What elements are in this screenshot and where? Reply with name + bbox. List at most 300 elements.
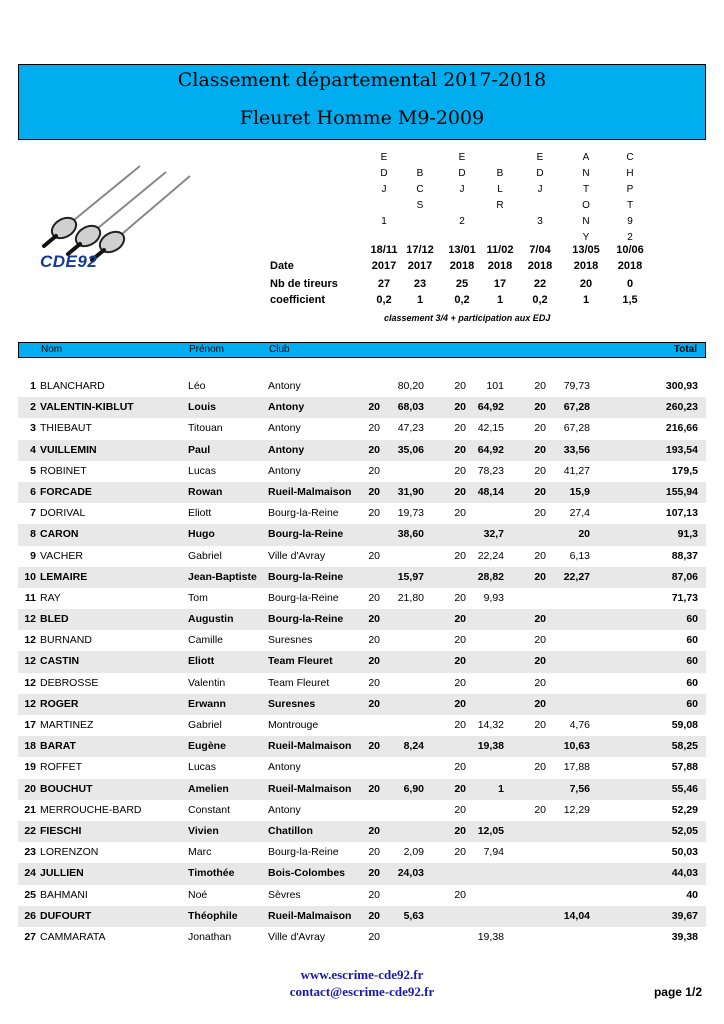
rank-cell: 7 xyxy=(30,507,36,520)
event-date xyxy=(520,242,560,274)
score-cell: 68,03 xyxy=(397,401,424,414)
event-date-day: 13/01 xyxy=(448,244,476,256)
score-cell: 20 xyxy=(454,613,466,626)
table-row xyxy=(18,800,706,821)
score-cell: 20 xyxy=(368,422,380,435)
score-cell: 20 xyxy=(368,740,380,753)
total-cell: 44,03 xyxy=(671,867,698,880)
name-cell: LEMAIRE xyxy=(40,570,88,583)
table-row xyxy=(18,885,706,906)
name-cell: LORENZON xyxy=(40,846,99,859)
total-cell: 60 xyxy=(686,697,698,710)
name-cell: DORIVAL xyxy=(40,507,86,520)
score-cell: 20 xyxy=(534,634,546,647)
logo-text: CDE92 xyxy=(40,252,98,271)
event-coefficient: 0,2 xyxy=(376,294,392,306)
score-cell: 20 xyxy=(454,549,466,562)
total-cell: 60 xyxy=(686,634,698,647)
score-cell: 31,90 xyxy=(397,485,424,498)
score-cell: 20 xyxy=(534,697,546,710)
score-cell: 10,63 xyxy=(563,740,590,753)
event-date-day: 18/11 xyxy=(370,244,398,256)
score-cell: 101 xyxy=(486,380,504,392)
score-cell: 67,28 xyxy=(563,422,590,435)
name-cell: DUFOURT xyxy=(40,909,92,922)
table-row xyxy=(18,588,706,609)
club-cell: Bourg-la-Reine xyxy=(268,507,339,520)
name-cell: BAHMANI xyxy=(40,888,88,901)
firstname-cell: Lucas xyxy=(188,761,217,774)
score-cell: 20 xyxy=(578,528,590,541)
rank-cell: 10 xyxy=(24,570,36,583)
rank-cell: 6 xyxy=(30,485,36,498)
website-link[interactable]: www.escrime-cde92.fr xyxy=(300,967,424,982)
score-cell: 20 xyxy=(454,422,466,435)
rank-cell: 19 xyxy=(24,761,36,774)
score-cell: 20 xyxy=(454,401,466,414)
score-cell: 20 xyxy=(368,549,380,562)
score-cell: 2,09 xyxy=(403,846,424,859)
email-link[interactable]: contact@escrime-cde92.fr xyxy=(289,984,435,999)
score-cell: 20 xyxy=(368,485,380,498)
score-cell: 20 xyxy=(534,761,546,774)
total-cell: 193,54 xyxy=(665,443,698,456)
rank-cell: 12 xyxy=(24,613,36,626)
table-row xyxy=(18,482,706,503)
event-date-year: 2018 xyxy=(617,260,643,272)
event-date xyxy=(442,242,482,274)
firstname-cell: Jonathan xyxy=(188,930,232,943)
score-cell: 20 xyxy=(368,697,380,710)
event-date xyxy=(610,242,650,274)
total-cell: 260,23 xyxy=(665,401,698,414)
firstname-cell: Paul xyxy=(188,443,211,456)
rank-cell: 20 xyxy=(24,782,36,795)
event-code: E D J 1 xyxy=(380,152,388,227)
col-nom: Nom xyxy=(41,344,63,355)
score-cell: 22,24 xyxy=(477,549,504,562)
score-cell: 15,97 xyxy=(397,570,424,583)
firstname-cell: Valentin xyxy=(188,676,226,689)
score-cell: 41,27 xyxy=(563,464,590,477)
event-date xyxy=(400,242,440,274)
table-row xyxy=(18,376,706,397)
score-cell: 9,93 xyxy=(483,591,504,604)
score-cell: 20 xyxy=(454,464,466,477)
firstname-cell: Titouan xyxy=(188,422,223,435)
name-cell: MARTINEZ xyxy=(40,719,94,731)
total-cell: 52,29 xyxy=(671,803,698,816)
score-cell: 20 xyxy=(534,380,546,392)
event-coefficient: 1 xyxy=(416,294,424,306)
event-date-year: 2018 xyxy=(487,260,513,272)
club-cell: Bourg-la-Reine xyxy=(268,846,339,859)
date-label: Date xyxy=(270,260,294,272)
score-cell: 20 xyxy=(454,824,466,837)
score-cell: 20 xyxy=(368,613,380,626)
rank-cell: 22 xyxy=(24,824,36,837)
page-title: Classement départemental 2017-2018 xyxy=(177,69,547,91)
col-club: Club xyxy=(269,344,290,355)
total-cell: 71,73 xyxy=(671,591,698,604)
club-cell: Antony xyxy=(268,422,301,435)
name-cell: ROFFET xyxy=(40,761,82,774)
event-date xyxy=(480,242,520,274)
name-cell: RAY xyxy=(40,591,61,604)
table-row xyxy=(18,397,706,418)
total-cell: 60 xyxy=(686,676,698,689)
table-row xyxy=(18,440,706,461)
event-date-year: 2018 xyxy=(449,260,475,272)
event-coefficient: 0,2 xyxy=(532,294,548,306)
score-cell: 20 xyxy=(454,676,466,689)
club-cell: Bourg-la-Reine xyxy=(268,613,344,626)
score-cell: 79,73 xyxy=(563,380,590,392)
firstname-cell: Jean-Baptiste xyxy=(188,570,257,583)
rank-cell: 5 xyxy=(30,464,36,477)
club-cell: Antony xyxy=(268,464,301,477)
score-cell: 7,56 xyxy=(569,782,590,795)
name-cell: JULLIEN xyxy=(40,867,84,880)
score-cell: 24,03 xyxy=(397,867,424,880)
firstname-cell: Rowan xyxy=(188,485,223,498)
score-cell: 35,06 xyxy=(397,443,424,456)
event-code: E D J 3 xyxy=(536,152,544,227)
rank-cell: 17 xyxy=(24,719,36,731)
score-cell: 20 xyxy=(368,507,380,520)
score-cell: 12,05 xyxy=(477,824,504,837)
table-row xyxy=(18,461,706,482)
firstname-cell: Gabriel xyxy=(188,719,222,731)
score-cell: 20 xyxy=(454,782,466,795)
rank-cell: 2 xyxy=(30,401,36,414)
event-date-year: 2017 xyxy=(407,260,433,272)
total-cell: 60 xyxy=(686,655,698,668)
score-cell: 20 xyxy=(454,380,466,392)
name-cell: THIEBAUT xyxy=(40,422,92,435)
rank-cell: 12 xyxy=(24,634,36,647)
score-cell: 20 xyxy=(368,655,380,668)
club-cell: Sèvres xyxy=(268,888,301,901)
ranking-table xyxy=(18,376,706,948)
club-cell: Antony xyxy=(268,803,301,816)
score-cell: 20 xyxy=(454,591,466,604)
table-row xyxy=(18,630,706,651)
event-date-day: 11/02 xyxy=(486,244,514,256)
event-coefficient: 1,5 xyxy=(622,294,638,306)
score-cell: 20 xyxy=(534,570,546,583)
club-cell: Rueil-Malmaison xyxy=(268,740,352,753)
firstname-cell: Lucas xyxy=(188,464,217,477)
event-date-day: 10/06 xyxy=(616,244,644,256)
event-nb-tireurs: 17 xyxy=(493,278,507,290)
name-cell: DEBROSSE xyxy=(40,676,99,689)
score-cell: 80,20 xyxy=(397,380,424,392)
event-date-day: 13/05 xyxy=(572,244,600,256)
score-cell: 20 xyxy=(368,888,380,901)
score-cell: 20 xyxy=(368,443,380,456)
rank-cell: 25 xyxy=(24,888,36,901)
name-cell: VUILLEMIN xyxy=(40,443,97,456)
firstname-cell: Gabriel xyxy=(188,549,222,562)
table-row xyxy=(18,546,706,567)
score-cell: 20 xyxy=(368,591,380,604)
event-date-year: 2017 xyxy=(371,260,397,272)
table-row xyxy=(18,694,706,715)
score-cell: 78,23 xyxy=(477,464,504,477)
firstname-cell: Timothée xyxy=(188,867,235,880)
club-cell: Suresnes xyxy=(268,697,316,710)
rank-cell: 23 xyxy=(24,846,36,859)
total-cell: 60 xyxy=(686,613,698,626)
firstname-cell: Augustin xyxy=(188,613,234,626)
score-cell: 20 xyxy=(534,719,546,731)
score-cell: 20 xyxy=(534,464,546,477)
score-cell: 33,56 xyxy=(563,443,590,456)
firstname-cell: Camille xyxy=(188,634,224,647)
score-cell: 21,80 xyxy=(397,591,424,604)
score-cell: 47,23 xyxy=(397,422,424,435)
rank-cell: 11 xyxy=(24,591,36,604)
score-cell: 6,13 xyxy=(569,549,590,562)
score-cell: 67,28 xyxy=(563,401,590,414)
club-cell: Antony xyxy=(268,401,305,414)
footer-links xyxy=(0,966,724,1000)
score-cell: 20 xyxy=(454,888,466,901)
rank-cell: 27 xyxy=(24,930,36,943)
score-cell: 20 xyxy=(534,401,546,414)
club-cell: Rueil-Malmaison xyxy=(268,782,352,795)
table-row xyxy=(18,524,706,545)
club-cell: Rueil-Malmaison xyxy=(268,485,352,498)
coefficient-label: coefficient xyxy=(270,294,326,306)
club-cell: Montrouge xyxy=(268,719,319,731)
total-cell: 107,13 xyxy=(665,507,698,520)
score-cell: 20 xyxy=(368,634,380,647)
rank-cell: 1 xyxy=(30,380,36,392)
score-cell: 64,92 xyxy=(477,443,504,456)
score-cell: 20 xyxy=(368,676,380,689)
score-cell: 28,82 xyxy=(477,570,504,583)
event-code: B C S xyxy=(416,168,424,211)
col-total: Total xyxy=(673,344,697,355)
event-coefficient: 1 xyxy=(496,294,504,306)
total-cell: 57,88 xyxy=(671,761,698,774)
club-cell: Chatillon xyxy=(268,824,313,837)
club-cell: Antony xyxy=(268,380,301,392)
total-cell: 87,06 xyxy=(671,570,698,583)
firstname-cell: Théophile xyxy=(188,909,238,922)
score-cell: 20 xyxy=(454,507,466,520)
event-coefficient: 0,2 xyxy=(454,294,470,306)
score-cell: 20 xyxy=(368,846,380,859)
event-nb-tireurs: 23 xyxy=(413,278,427,290)
total-cell: 91,3 xyxy=(677,528,698,541)
name-cell: FIESCHI xyxy=(40,824,82,837)
score-cell: 20 xyxy=(368,782,380,795)
score-cell: 20 xyxy=(454,803,466,816)
table-row xyxy=(18,609,706,630)
score-cell: 20 xyxy=(454,697,466,710)
event-nb-tireurs: 27 xyxy=(377,278,391,290)
event-nb-tireurs: 25 xyxy=(455,278,469,290)
name-cell: VACHER xyxy=(40,549,83,562)
club-cell: Bourg-la-Reine xyxy=(268,570,344,583)
club-cell: Suresnes xyxy=(268,634,313,647)
club-cell: Team Fleuret xyxy=(268,655,333,668)
club-cell: Antony xyxy=(268,443,305,456)
score-cell: 20 xyxy=(368,867,380,880)
table-row xyxy=(18,736,706,757)
event-code: B L R xyxy=(496,168,504,211)
name-cell: BLED xyxy=(40,613,69,626)
event-code: C H P T 9 2 xyxy=(626,152,634,243)
club-cell: Ville d'Avray xyxy=(268,549,326,562)
col-prenom: Prénom xyxy=(189,344,225,355)
ranking-note: classement 3/4 + participation aux EDJ xyxy=(384,313,551,323)
event-coefficient: 1 xyxy=(582,294,590,306)
score-cell: 12,29 xyxy=(563,803,590,816)
score-cell: 20 xyxy=(454,846,466,859)
event-nb-tireurs: 22 xyxy=(533,278,547,290)
score-cell: 4,76 xyxy=(569,719,590,731)
score-cell: 20 xyxy=(368,464,380,477)
firstname-cell: Tom xyxy=(188,591,208,604)
score-cell: 42,15 xyxy=(477,422,504,435)
club-cell: Team Fleuret xyxy=(268,676,330,689)
rank-cell: 12 xyxy=(24,655,36,668)
score-cell: 19,38 xyxy=(477,930,504,943)
firstname-cell: Eliott xyxy=(188,655,215,668)
firstname-cell: Noé xyxy=(188,888,208,901)
total-cell: 179,5 xyxy=(671,464,698,477)
table-row xyxy=(18,863,706,884)
firstname-cell: Marc xyxy=(188,846,212,859)
score-cell: 20 xyxy=(454,634,466,647)
total-cell: 59,08 xyxy=(671,719,698,731)
club-cell: Rueil-Malmaison xyxy=(268,909,352,922)
score-cell: 20 xyxy=(454,761,466,774)
name-cell: FORCADE xyxy=(40,485,92,498)
name-cell: MERROUCHE-BARD xyxy=(40,803,142,816)
score-cell: 20 xyxy=(534,803,546,816)
event-nb-tireurs: 20 xyxy=(579,278,593,290)
firstname-cell: Eliott xyxy=(188,507,212,520)
firstname-cell: Hugo xyxy=(188,528,215,541)
total-cell: 40 xyxy=(686,888,698,901)
rank-cell: 21 xyxy=(24,803,36,816)
score-cell: 6,90 xyxy=(403,782,424,795)
firstname-cell: Constant xyxy=(188,803,231,816)
total-cell: 50,03 xyxy=(671,846,698,859)
firstname-cell: Léo xyxy=(188,380,206,392)
score-cell: 20 xyxy=(534,422,546,435)
event-date-year: 2018 xyxy=(527,260,553,272)
club-cell: Antony xyxy=(268,761,301,774)
total-cell: 58,25 xyxy=(671,740,698,753)
score-cell: 8,24 xyxy=(403,740,424,753)
score-cell: 1 xyxy=(498,782,504,795)
rank-cell: 8 xyxy=(30,528,36,541)
nb-tireurs-label: Nb de tireurs xyxy=(270,278,338,290)
rank-cell: 18 xyxy=(24,740,36,753)
score-cell: 64,92 xyxy=(477,401,504,414)
table-row xyxy=(18,673,706,694)
event-date-day: 17/12 xyxy=(406,244,434,256)
score-cell: 27,4 xyxy=(569,507,590,520)
total-cell: 216,66 xyxy=(665,422,698,435)
table-row xyxy=(18,842,706,863)
name-cell: BOUCHUT xyxy=(40,782,93,795)
score-cell: 14,32 xyxy=(477,719,504,731)
firstname-cell: Amelien xyxy=(188,782,229,795)
club-cell: Ville d'Avray xyxy=(268,930,326,943)
name-cell: VALENTIN-KIBLUT xyxy=(40,401,134,414)
rank-cell: 4 xyxy=(30,443,36,456)
name-cell: ROBINET xyxy=(40,464,87,477)
rank-cell: 3 xyxy=(30,422,36,435)
table-row xyxy=(18,418,706,439)
score-cell: 19,38 xyxy=(477,740,504,753)
table-row xyxy=(18,503,706,524)
score-cell: 17,88 xyxy=(563,761,590,774)
score-cell: 5,63 xyxy=(403,909,424,922)
score-cell: 19,73 xyxy=(397,507,424,520)
score-cell: 20 xyxy=(454,443,466,456)
event-nb-tireurs: 0 xyxy=(626,278,634,290)
score-cell: 38,60 xyxy=(397,528,424,541)
table-row xyxy=(18,567,706,588)
score-cell: 15,9 xyxy=(569,485,590,498)
total-cell: 55,46 xyxy=(671,782,698,795)
event-code: E D J 2 xyxy=(458,152,466,227)
name-cell: CAMMARATA xyxy=(40,930,106,943)
score-cell: 14,04 xyxy=(563,909,590,922)
table-header xyxy=(18,342,706,358)
total-cell: 88,37 xyxy=(671,549,698,562)
name-cell: CARON xyxy=(40,528,79,541)
page-number: page 1/2 xyxy=(653,985,702,999)
score-cell: 20 xyxy=(534,655,546,668)
score-cell: 20 xyxy=(368,909,380,922)
firstname-cell: Vivien xyxy=(188,824,219,837)
total-cell: 39,38 xyxy=(671,930,698,943)
event-code: A N T O N Y xyxy=(582,152,590,243)
firstname-cell: Louis xyxy=(188,401,216,414)
name-cell: BARAT xyxy=(40,740,76,753)
table-row xyxy=(18,779,706,800)
firstname-cell: Eugène xyxy=(188,740,226,753)
rank-cell: 9 xyxy=(30,549,36,562)
score-cell: 20 xyxy=(534,507,546,520)
table-row xyxy=(18,757,706,778)
score-cell: 32,7 xyxy=(483,528,504,541)
score-cell: 20 xyxy=(368,401,380,414)
score-cell: 20 xyxy=(534,613,546,626)
name-cell: CASTIN xyxy=(40,655,80,668)
score-cell: 48,14 xyxy=(477,485,504,498)
score-cell: 20 xyxy=(368,930,380,943)
score-cell: 20 xyxy=(454,655,466,668)
table-row xyxy=(18,927,706,948)
name-cell: BLANCHARD xyxy=(40,380,105,392)
rank-cell: 26 xyxy=(24,909,36,922)
rank-cell: 12 xyxy=(24,676,36,689)
table-row xyxy=(18,651,706,672)
score-cell: 20 xyxy=(534,485,546,498)
score-cell: 20 xyxy=(368,824,380,837)
event-date xyxy=(566,242,606,274)
